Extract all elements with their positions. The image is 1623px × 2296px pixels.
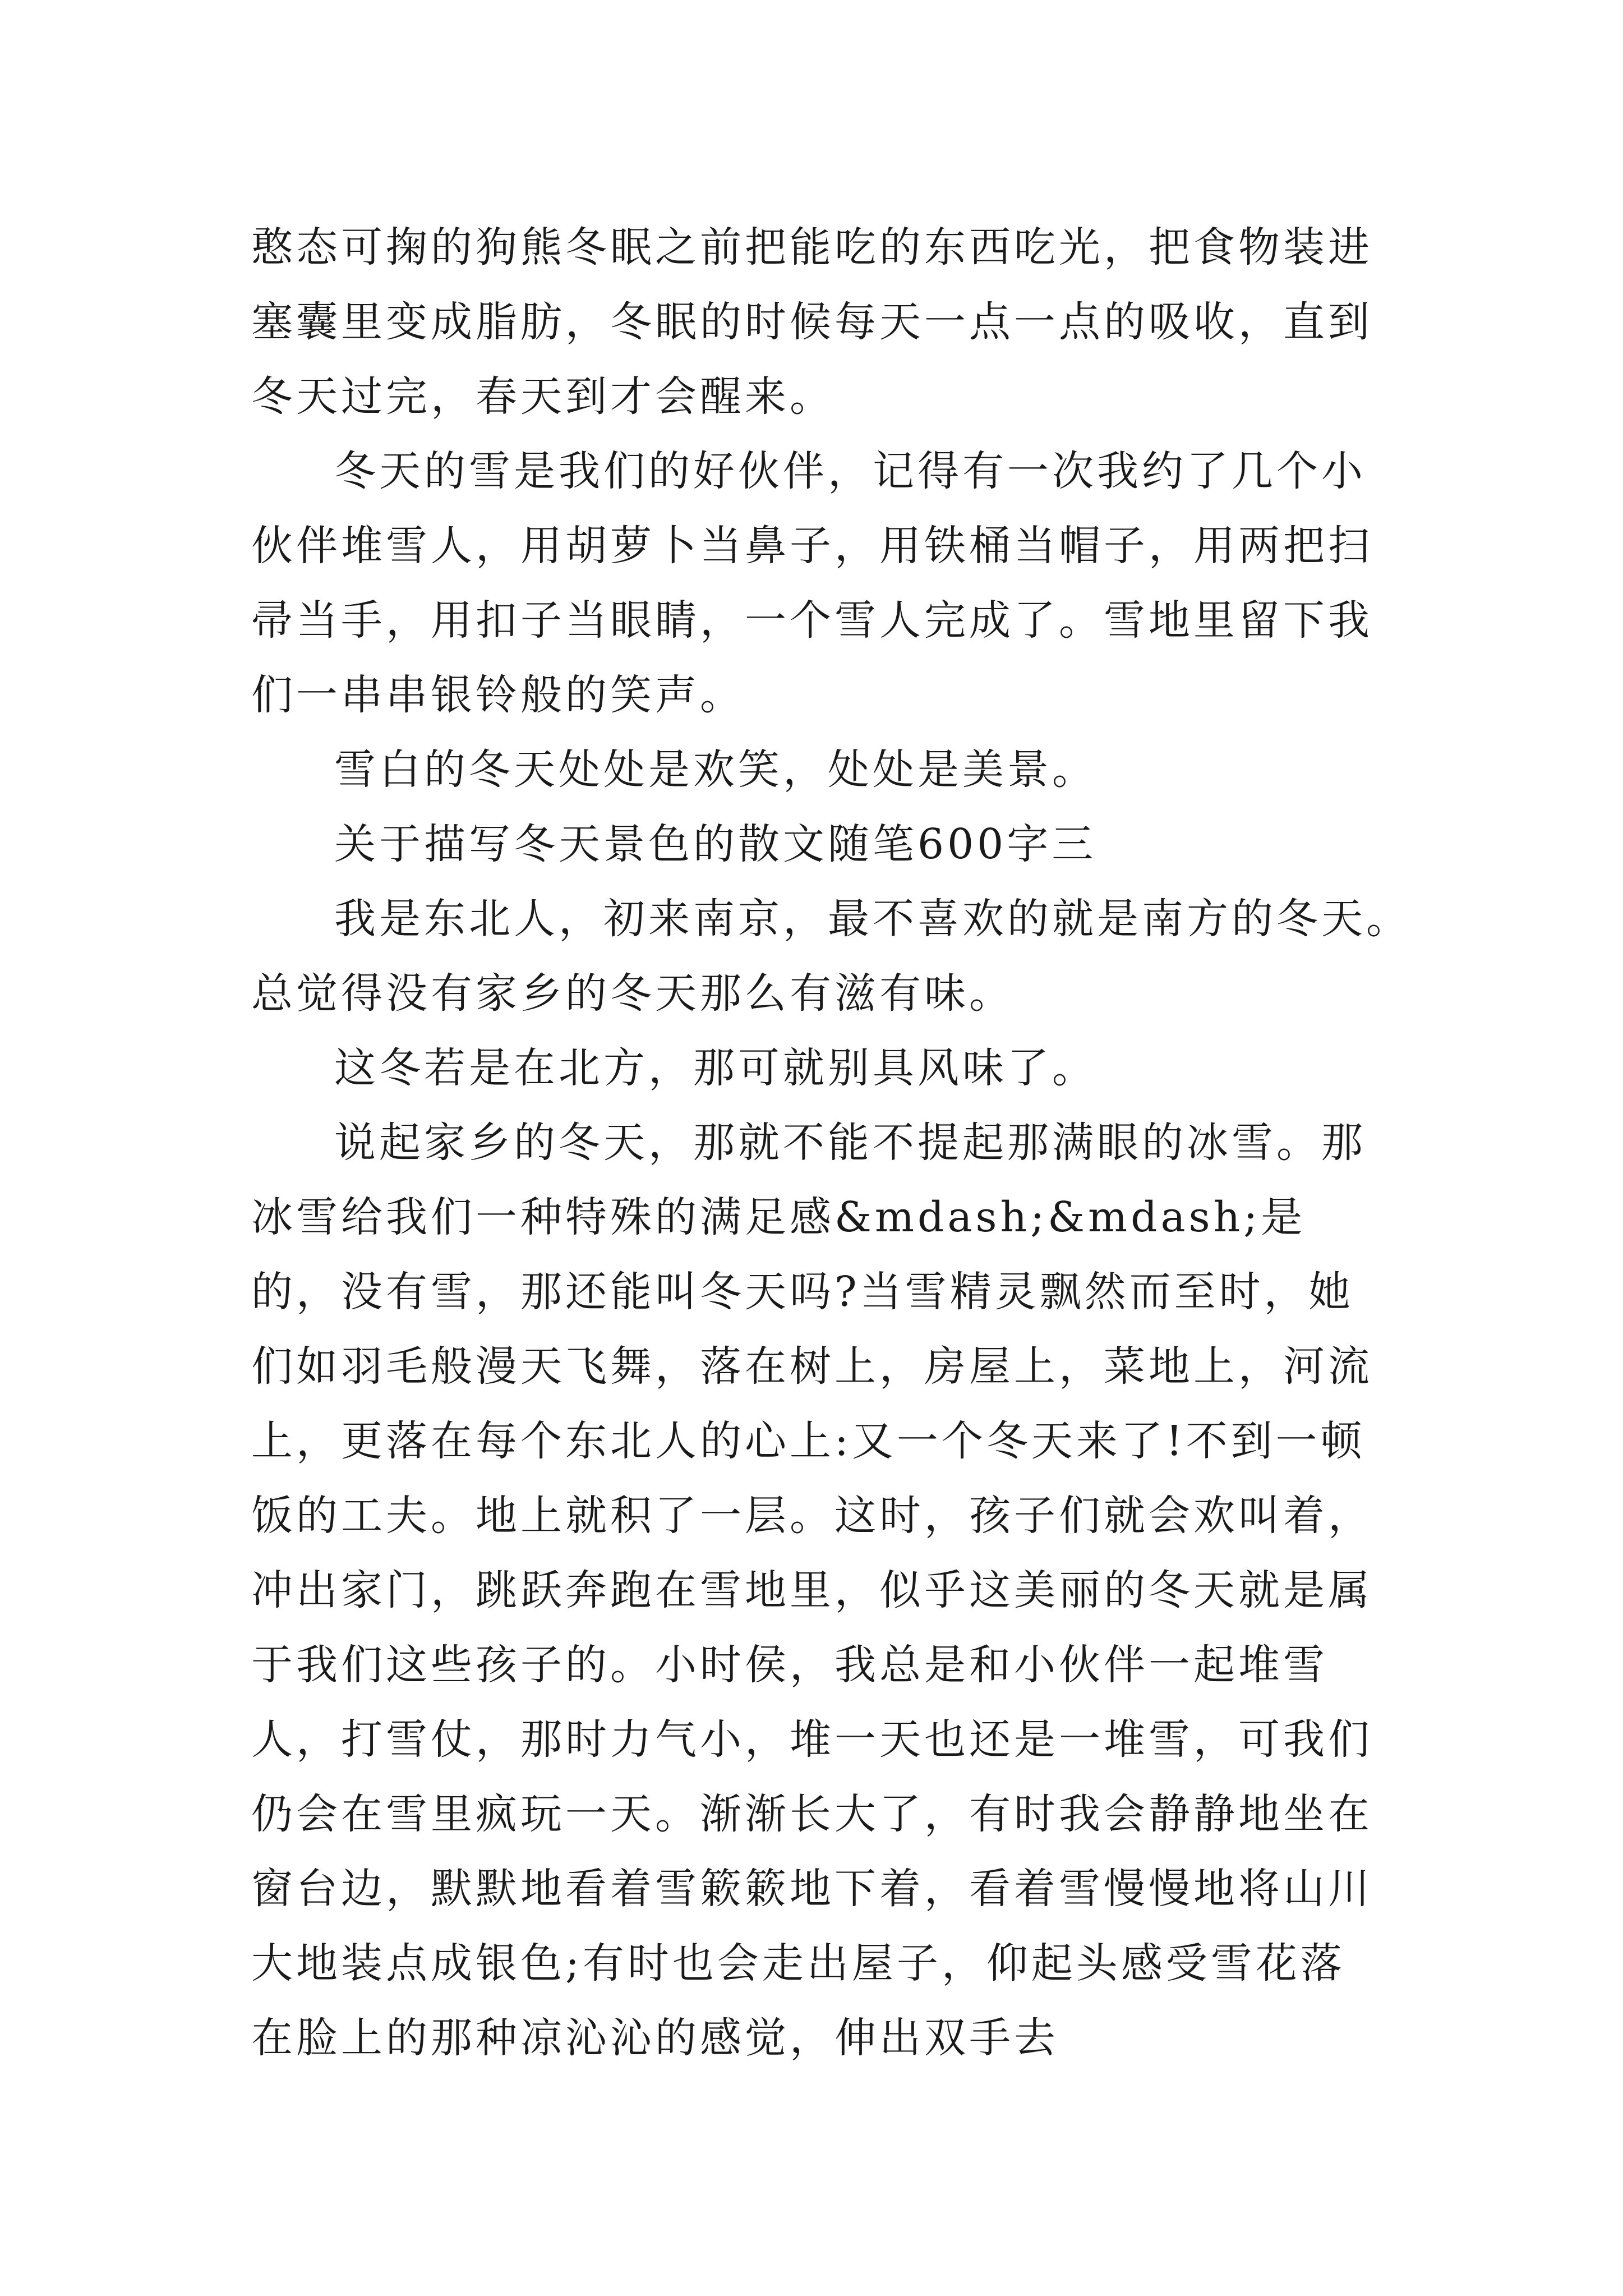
section-heading: 关于描写冬天景色的散文随笔600字三 xyxy=(334,820,1097,868)
paragraph-winter-joy: 雪白的冬天处处是欢笑，处处是美景。 xyxy=(334,746,1097,794)
paragraph-hibernation: 憨态可掬的狗熊冬眠之前把能吃的东西吃光，把食物装进塞囊里变成脂肪，冬眠的时候每天一点一点的吸收，直到冬天过完，春天到才会醒来。 xyxy=(251,223,1373,421)
paragraph-north-flavor: 这冬若是在北方，那可就别具风味了。 xyxy=(334,1044,1097,1092)
body-text xyxy=(251,210,1411,2076)
paragraph-hometown-winter: 说起家乡的冬天，那就不能不提起那满眼的冰雪。那冰雪给我们一种特殊的满足感&mdash;&mdash;是的，没有雪，那还能叫冬天吗?当雪精灵飘然而至时，她们如羽毛般漫天飞舞，落在树上，房屋上，菜地上，河流上，更落在每个东北人的心上:又一个冬天来了!不到一顿饭的工夫。地上就积了一层。这时，孩子们就会欢叫着，冲出家门，跳跃奔跑在雪地里，似乎这美丽的冬天就是属于我们这些孩子的。小时侯，我总是和小伙伴一起堆雪人，打雪仗，那时力气小，堆一天也还是一堆雪，可我们仍会在雪里疯玩一天。渐渐长大了，有时我会静静地坐在窗台边，默默地看着雪簌簌地下着，看着雪慢慢地将山川大地装点成银色;有时也会走出屋子，仰起头感受雪花落在脸上的那种凉沁沁的感觉，伸出双手去 xyxy=(251,1119,1373,2062)
paragraph-northeast: 我是东北人，初来南京，最不喜欢的就是南方的冬天。总觉得没有家乡的冬天那么有滋有味。 xyxy=(251,895,1411,1018)
paragraph-snowman: 冬天的雪是我们的好伙伴，记得有一次我约了几个小伙伴堆雪人，用胡萝卜当鼻子，用铁桶当帽子，用两把扫帚当手，用扣子当眼睛，一个雪人完成了。雪地里留下我们一串串银铃般的笑声。 xyxy=(251,447,1373,719)
